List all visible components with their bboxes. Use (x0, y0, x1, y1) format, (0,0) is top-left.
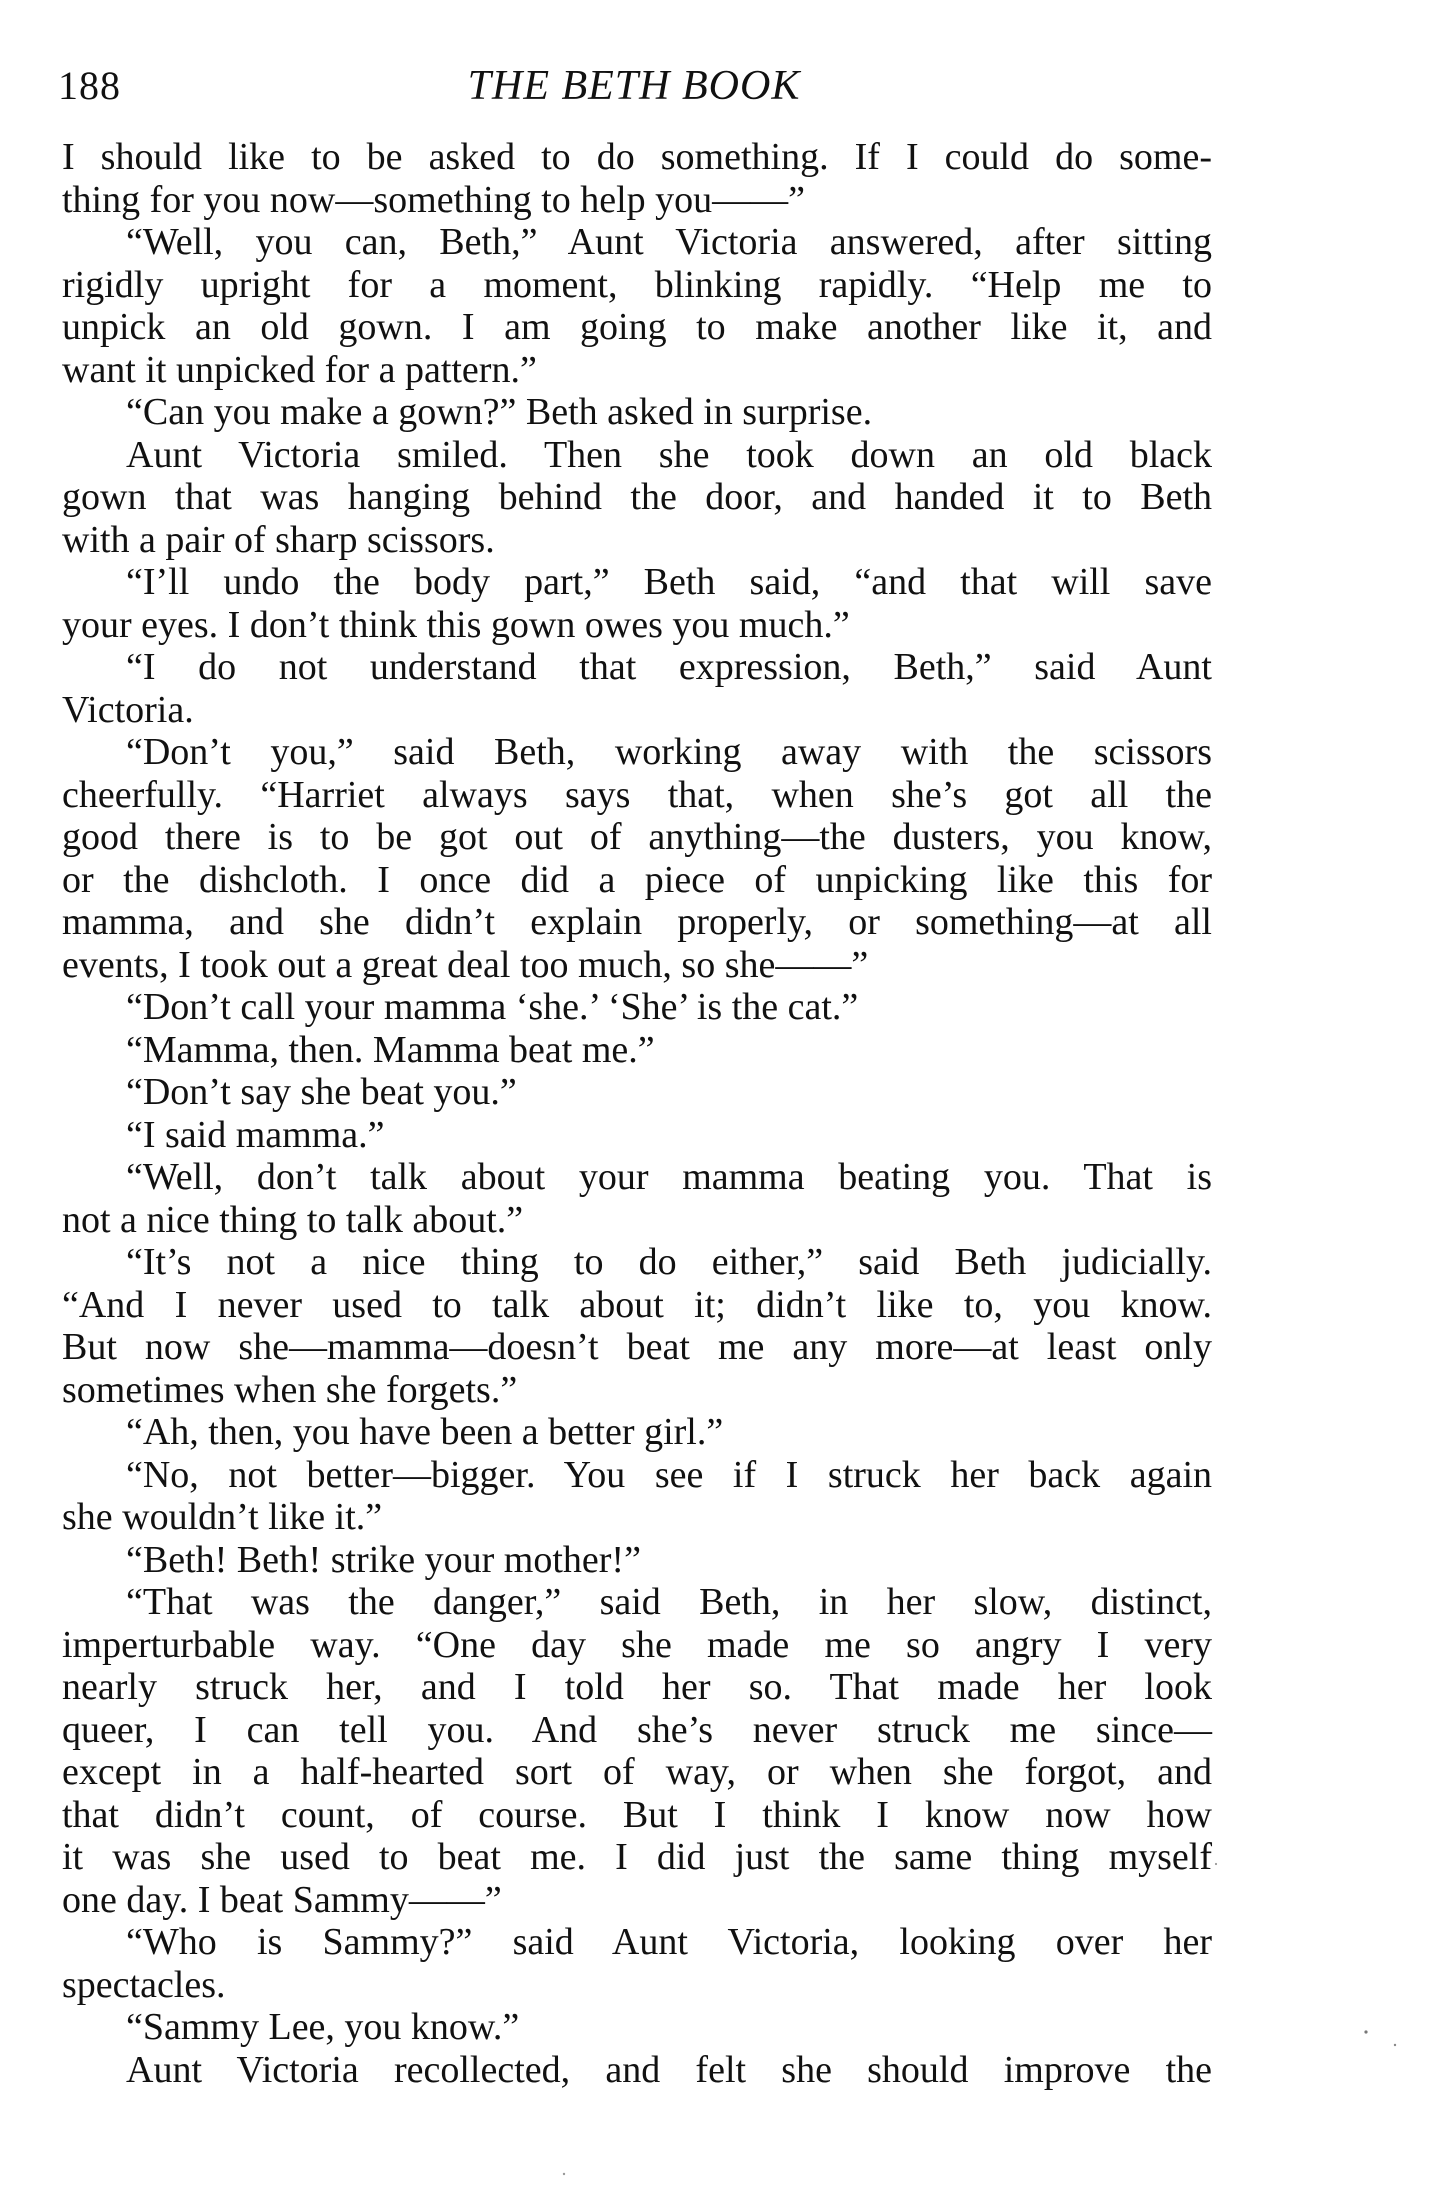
text-line: “Who is Sammy?” said Aunt Victoria, looking over her (126, 1921, 1212, 1963)
text-line: Victoria. (62, 688, 194, 731)
text-line: one day. I beat Sammy——” (62, 1878, 502, 1921)
text-line: I should like to be asked to do something. If I could do some- (62, 136, 1212, 178)
scan-speck (1364, 2030, 1367, 2033)
text-line: Aunt Victoria recollected, and felt she should improve the (126, 2048, 1212, 2091)
text-line: rigidly upright for a moment, blinking rapidly. “Help me to (62, 263, 1212, 306)
text-line: “Don’t you,” said Beth, working away with the scissors (126, 731, 1212, 773)
text-line: “Sammy Lee, you know.” (126, 2006, 520, 2048)
body-text (62, 136, 1212, 2091)
text-line: she wouldn’t like it.” (62, 1496, 383, 1538)
text-line: sometimes when she forgets.” (62, 1368, 518, 1411)
text-line: “Ah, then, you have been a better girl.” (126, 1411, 724, 1453)
text-line: unpick an old gown. I am going to make another like it, and (62, 306, 1212, 348)
text-line: “It’s not a nice thing to do either,” said Beth judicially. (126, 1241, 1212, 1283)
text-line: “Can you make a gown?” Beth asked in surprise. (126, 391, 873, 433)
text-line: queer, I can tell you. And she’s never struck me since— (62, 1708, 1212, 1751)
text-line: “I’ll undo the body part,” Beth said, “and that will save (126, 561, 1212, 603)
text-line: nearly struck her, and I told her so. That made her look (62, 1666, 1212, 1708)
text-line: cheerfully. “Harriet always says that, when she’s got all the (62, 773, 1212, 816)
text-line: thing for you now—something to help you——” (62, 178, 806, 221)
text-line: mamma, and she didn’t explain properly, or something—at all (62, 901, 1212, 943)
text-line: “Mamma, then. Mamma beat me.” (126, 1028, 655, 1071)
text-line: it was she used to beat me. I did just the same thing myself (62, 1836, 1212, 1878)
text-line: or the dishcloth. I once did a piece of unpicking like this for (62, 858, 1212, 901)
text-line: imperturbable way. “One day she made me so angry I very (62, 1623, 1212, 1666)
running-title: THE BETH BOOK (467, 63, 801, 109)
scan-speck (1215, 1863, 1217, 1865)
page-number: 188 (58, 63, 121, 108)
running-head (58, 62, 1210, 122)
text-line: events, I took out a great deal too much, so she——” (62, 943, 869, 986)
scan-speck (563, 2173, 565, 2175)
text-line: “That was the danger,” said Beth, in her slow, distinct, (126, 1581, 1212, 1623)
text-line: not a nice thing to talk about.” (62, 1198, 524, 1241)
text-line: “Don’t call your mamma ‘she.’ ‘She’ is the cat.” (126, 986, 859, 1028)
text-line: spectacles. (62, 1963, 226, 2006)
text-line: “Don’t say she beat you.” (126, 1071, 517, 1113)
text-line: gown that was hanging behind the door, and handed it to Beth (62, 476, 1212, 518)
text-line: “Beth! Beth! strike your mother!” (126, 1538, 641, 1581)
text-line: “Well, you can, Beth,” Aunt Victoria answered, after sitting (126, 221, 1212, 263)
text-line: But now she—mamma—doesn’t beat me any more—at least only (62, 1326, 1212, 1368)
text-line: good there is to be got out of anything—the dusters, you know, (62, 816, 1212, 858)
text-line: with a pair of sharp scissors. (62, 518, 495, 561)
text-line: except in a half-hearted sort of way, or when she forgot, and (62, 1751, 1212, 1793)
text-line: “No, not better—bigger. You see if I struck her back again (126, 1453, 1212, 1496)
text-line: your eyes. I don’t think this gown owes you much.” (62, 603, 850, 646)
text-line: that didn’t count, of course. But I think I know now how (62, 1793, 1212, 1836)
text-line: “I said mamma.” (126, 1113, 385, 1156)
scan-speck (1394, 2044, 1396, 2046)
text-line: “Well, don’t talk about your mamma beating you. That is (126, 1156, 1212, 1198)
text-line: “And I never used to talk about it; didn’t like to, you know. (62, 1283, 1212, 1326)
text-line: “I do not understand that expression, Beth,” said Aunt (126, 646, 1212, 688)
text-line: Aunt Victoria smiled. Then she took down an old black (126, 433, 1212, 476)
text-line: want it unpicked for a pattern.” (62, 348, 537, 391)
